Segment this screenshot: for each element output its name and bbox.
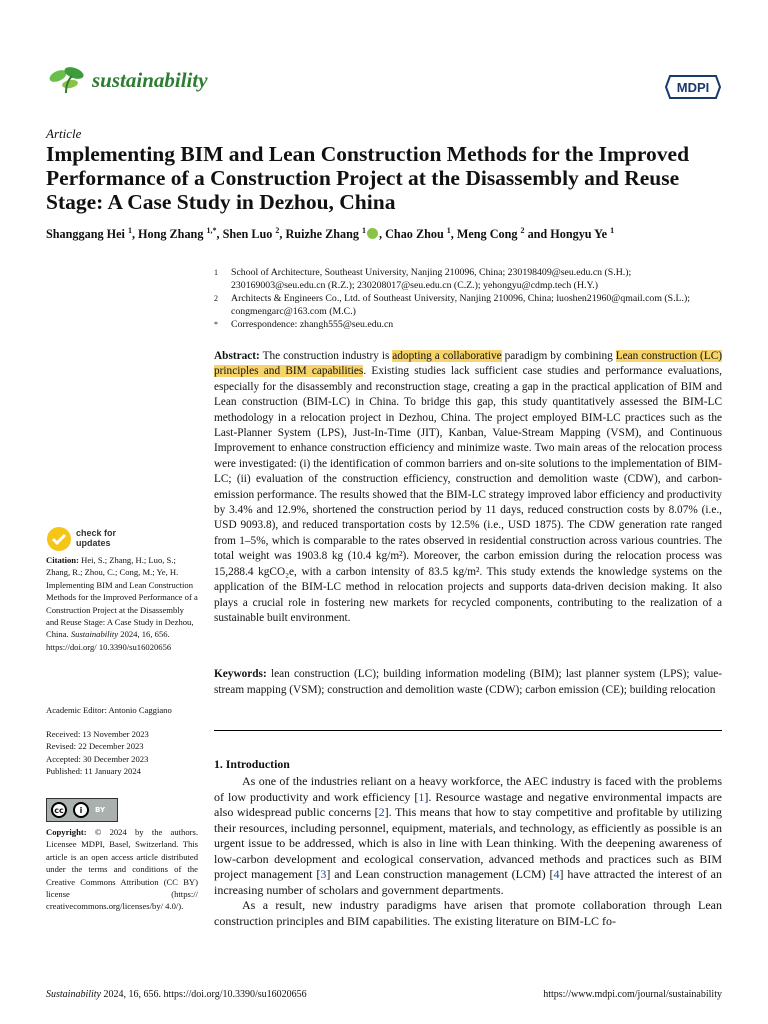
- page-title: Implementing BIM and Lean Construction Methods for the Improved Performance of a Construction Project at the Disassembly and Reuse Stage: A Case Study in Dezhou, China: [46, 142, 690, 214]
- citation-link[interactable]: 1: [418, 789, 425, 804]
- mdpi-logo: [664, 72, 722, 102]
- author-list: Shanggang Hei $^1$, Hong Zhang $^{1,*}$, Shen Luo $^2$, Ruizhe Zhang $^1$ , Chao Zhou $^1$, Meng Cong $^2$ and Hongyu Ye $^1$: [46, 226, 615, 242]
- affil-text: Architects & Engineers Co., Ltd. of Southeast University, Nanjing 210096, China; luoshen21960@qmail.com (S.L.); congmengarc@163.com (M.C.): [231, 293, 690, 317]
- author[interactable]: Hong Zhang $^{1,*}$: [138, 226, 217, 242]
- accepted-date: Accepted: 30 December 2023: [46, 753, 149, 764]
- orcid-icon[interactable]: [367, 228, 378, 239]
- author[interactable]: Hongyu Ye $^1$: [550, 226, 615, 242]
- abstract-label: Abstract:: [214, 350, 260, 362]
- by-icon: i: [73, 802, 89, 818]
- abstract: Abstract: The construction industry is adopting a collaborative paradigm by combining Lean construction (LC) principles and BIM capabilities. Existing studies lack sufficient case studies and performance evaluations, especially for the disassembly and reconstruction stage, creating a gap in the practical application of BIM and Lean construction (BIM-LC) in China. To bridge this gap, this study quantitatively assessed the BIM-LC methodology in a relocation project in Dezhou, China. The project employed BIM-LC practices such as the Last-Planner System (LPS), Just-In-Time (JIT), Kanban, Value-Stream Mapping (VSM), and Continuous Improvement to enhance construction efficiency and minimize waste. Two main areas of the relocation process were investigated: (i) the identification of common barriers and on-site solutions to the implementation of BIM-LC; (ii) evaluation of the construction efficiency, construction and demolition waste (CDW), and carbon-emission performance. The results showed that the BIM-LC strategy improved labor efficiency and productivity by 3.4% and 12.9%, shortened the construction period by 11 days, reduced construction costs by 8.07% (i.e., USD 9093.8), and reduced transportation costs by 12.5% (i.e., USD 1875). The CDW generation rate ranged from 1–5%, which is comparable to the rates observed in residential construction across various countries. The total weight was 1903.8 kg (10.4 kg/m²). Moreover, the carbon emission during the relocation process was 15,288.4 kgCO₂e, with a carbon intensity of 83.5 kg/m². This study extends the knowledge systems on the application of the BIM-LC method in relocation projects and supports data-driven decision making. It also plays a crucial role in fostering new markets for recycled components, contributing to the realization of a sustainable built environment.: [214, 350, 723, 624]
- affil-text: Correspondence: zhangh555@seu.edu.cn: [231, 319, 394, 330]
- section-heading: 1. Introduction: [214, 757, 290, 771]
- citation-link[interactable]: 3: [320, 867, 327, 881]
- check-updates-icon: [46, 526, 72, 552]
- revised-date: Revised: 22 December 2023: [46, 741, 144, 752]
- author[interactable]: Ruizhe Zhang $^1$: [285, 226, 367, 242]
- article-type: Article: [46, 126, 82, 141]
- affil-number: *: [214, 320, 218, 329]
- footer-url[interactable]: https://www.mdpi.com/journal/sustainability: [543, 989, 722, 1000]
- affil-number: 1: [214, 268, 218, 277]
- keywords-label: Keywords:: [214, 668, 267, 680]
- check-for-updates-button[interactable]: [46, 526, 156, 554]
- divider: [214, 730, 722, 731]
- cc-icon: cc: [51, 802, 67, 818]
- citation-link[interactable]: 2: [378, 805, 385, 819]
- author[interactable]: Meng Cong $^2$: [456, 226, 525, 242]
- journal-leaf-logo: [48, 64, 86, 94]
- dates: [46, 728, 198, 778]
- journal-name: sustainability: [92, 68, 208, 92]
- footer-citation: Sustainability 2024, 16, 656. https://doi.org/10.3390/su16020656: [46, 989, 307, 1000]
- author[interactable]: Shen Luo $^2$: [222, 226, 280, 242]
- highlight[interactable]: Lean construction (LC) principles and BIM capabilities: [214, 350, 723, 378]
- keywords: Keywords: lean construction (LC); building information modeling (BIM); last planner system (LPS); value-stream mapping (VSM); construction and demolition waste (CDW); carbon emission (CE); building relocation: [214, 668, 722, 696]
- citation-block: Citation: Hei, S.; Zhang, H.; Luo, S.; Zhang, R.; Zhou, C.; Cong, M.; Ye, H. Implementing BIM and Lean Construction Methods for the Improved Performance of a Construction Project at the Disassembly and Reuse Stage: A Case Study in Dezhou, China. Sustainability 2024, 16, 656. https://doi.org/ 10.3390/su16020656: [46, 555, 198, 652]
- copyright: Copyright: © 2024 by the authors. Licensee MDPI, Basel, Switzerland. This article is an open access article distributed under the terms and conditions of the Creative Commons Attribution (CC BY) license (https:// creativecommons.org/licenses/by/ 4.0/).: [46, 827, 198, 912]
- author[interactable]: Chao Zhou $^1$: [385, 226, 451, 242]
- published-date: Published: 11 January 2024: [46, 766, 141, 777]
- cc-badge-text: BY: [95, 806, 106, 814]
- mdpi-logo-text: MDPI: [676, 80, 710, 95]
- author[interactable]: Shanggang Hei $^1$: [46, 226, 132, 242]
- cc-license-badge[interactable]: [46, 798, 118, 822]
- highlight[interactable]: adopting a collaborative: [392, 350, 502, 362]
- citation-link[interactable]: 4: [553, 867, 560, 881]
- affiliations: [214, 266, 724, 331]
- academic-editor: Academic Editor: Antonio Caggiano: [46, 705, 172, 715]
- affil-text: School of Architecture, Southeast University, Nanjing 210096, China; 230198409@seu.edu.cn (S.H.); 230169003@seu.edu.cn (R.Z.); 230208017@seu.edu.cn (C.Z.); yehongyu@cdmp.tech (H.Y.): [231, 267, 632, 291]
- intro-text: As one of the industries reliant on a heavy workforce, the AEC industry is faced with the problems of low productivity and work efficiency [1]. Resource wastage and negative environmental impacts are also widespread public concerns [2]. This means that how to stay competitive and profitable by utilizing their resources, including personnel, equipment, materials, and technology, as efficiently as possible is an urgent issue to be addressed, which is also in line with Lean thinking. With the deepening awareness of low-carbon development and ecological conservation, advanced methods and practices such as BIM project management [3] and Lean construction management (LCM) [4] have attracted the interest of an increasing number of scholars and government departments. As a result, new industry paradigms have arisen that promote collaboration through Lean construction principles and BIM capabilities. The existing literature on BIM-LC fo-: [214, 774, 722, 928]
- received-date: Received: 13 November 2023: [46, 729, 149, 739]
- affil-number: 2: [214, 294, 218, 303]
- check-updates-label: check for updates: [76, 528, 117, 548]
